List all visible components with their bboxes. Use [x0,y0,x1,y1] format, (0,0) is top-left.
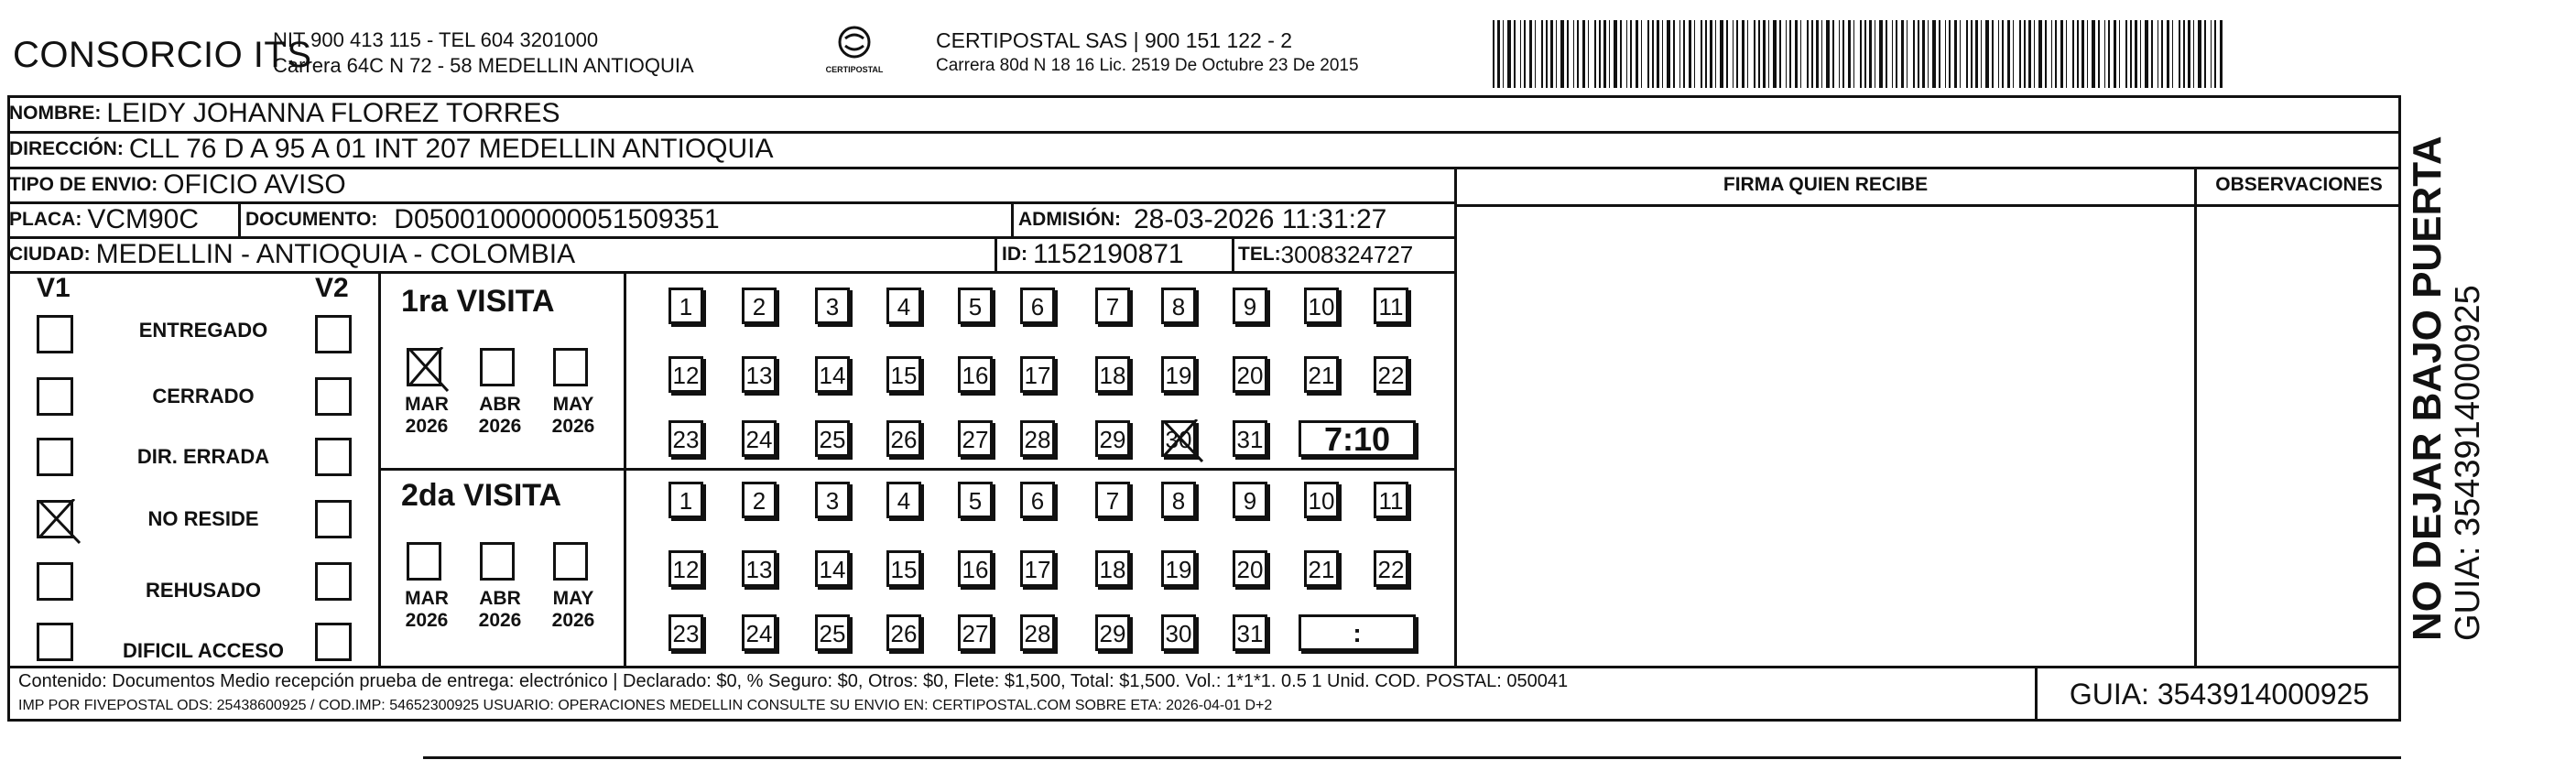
direccion-label: DIRECCIÓN: [9,138,124,159]
day-box[interactable]: 31 [1233,420,1267,457]
company-address: Carrera 64C N 72 - 58 MEDELLIN ANTIOQUIA [273,54,694,77]
day-box[interactable]: 11 [1374,482,1408,518]
day-box[interactable]: 7 [1095,288,1130,324]
nombre-value: LEIDY JOHANNA FLOREZ TORRES [106,98,560,128]
month-year: 2026 [551,610,595,631]
day-box[interactable]: 27 [958,420,993,457]
barcode-bar [1689,20,1691,88]
month-checkbox[interactable] [553,348,588,386]
barcode-bar [2034,20,2035,88]
day-box[interactable]: 9 [1233,482,1267,518]
barcode-bar [2211,20,2212,88]
barcode-bar [2028,20,2031,88]
barcode-bar [1807,20,1809,88]
day-box[interactable]: 1 [668,482,703,518]
day-box[interactable]: 19 [1161,550,1196,587]
barcode-bar [1754,20,1755,88]
status-v2-checkbox[interactable] [315,623,352,661]
placa-value: VCM90C [87,204,200,234]
barcode-bar [1630,20,1632,88]
barcode-bar [1736,20,1738,88]
carrier-name: CERTIPOSTAL SAS | 900 151 122 - 2 [936,28,1293,52]
barcode-bar [1975,20,1978,88]
day-box[interactable]: 26 [886,420,921,457]
day-box[interactable]: 13 [742,550,777,587]
barcode-bar [1839,20,1840,88]
month-checkbox[interactable] [407,542,441,581]
barcode-bar [1582,20,1585,88]
barcode-bar [1503,20,1504,88]
footer-imp: IMP POR FIVEPOSTAL ODS: 25438600925 / COD.IMP: 54652300925 USUARIO: OPERACIONES MEDELLIN CONSULTE SU ENVIO EN: CERTIPOSTAL.COM SOBRE ETA: 2026-04-01 D+2 [18,698,1273,713]
barcode-bar [1918,20,1919,88]
barcode-bar [1720,20,1723,88]
barcode-bar [1514,20,1516,88]
status-label: DIFICIL ACCESO [122,639,284,662]
barcode-bar [1614,20,1617,88]
barcode-bar [2167,20,2169,88]
barcode-bar [2019,20,2021,88]
day-box[interactable]: 7 [1095,482,1130,518]
barcode-bar [2098,20,2100,88]
day-box[interactable]: 6 [1020,482,1055,518]
day-box[interactable]: 9 [1233,288,1267,324]
day-box[interactable]: 29 [1095,614,1130,651]
nombre-row [9,96,560,131]
month-label [399,394,454,438]
barcode-bar [1567,20,1569,88]
status-v1-checkbox[interactable] [37,562,73,601]
side-text [2407,136,2487,641]
barcode-bar [1662,20,1663,88]
day-box[interactable]: 10 [1304,288,1339,324]
status-label: CERRADO [152,385,255,407]
day-box[interactable]: 30 [1161,614,1196,651]
month-checkbox[interactable] [480,348,515,386]
barcode-bar [1907,20,1908,88]
status-label: REHUSADO [146,579,261,602]
day-box[interactable]: 5 [958,288,993,324]
first-visit-title: 1ra VISITA [401,284,555,319]
barcode-bar [1913,20,1915,88]
barcode-bar [1901,20,1904,88]
barcode-bar [2104,20,2105,88]
barcode-bar [1985,20,1989,88]
month-name: ABR [479,588,521,609]
barcode-bar [1992,20,1994,88]
bottom-rule [423,756,2401,759]
company-nit: NIT 900 413 115 - TEL 604 3201000 [273,28,599,51]
barcode-bar [2045,20,2047,88]
month-label [546,588,601,632]
barcode-bar [1896,20,1897,88]
certipostal-logo-icon [836,24,873,60]
day-box[interactable]: 14 [815,356,850,393]
firma-area[interactable] [1457,207,2194,666]
day-box[interactable]: 8 [1161,288,1196,324]
barcode-bar [2024,20,2026,88]
barcode-bar [1795,20,1798,88]
status-v1-checkbox[interactable] [37,623,73,661]
barcode-bar [1626,20,1627,88]
barcode-bar [1620,20,1622,88]
month-name: MAY [552,588,594,609]
barcode-bar [1603,20,1606,88]
day-box[interactable]: 31 [1233,614,1267,651]
month-name: MAY [552,394,594,415]
status-v2-checkbox[interactable] [315,500,352,538]
barcode-bar [2135,20,2137,88]
barcode-bar [1742,20,1745,88]
barcode-bar [1715,20,1716,88]
barcode-bar [1998,20,1999,88]
barcode-bar [1800,20,1801,88]
company-info [273,27,694,79]
carrier-address: Carrera 80d N 18 16 Lic. 2519 De Octubre 23 De 2015 [936,56,1359,75]
barcode-bar [1779,20,1781,88]
day-box[interactable]: 18 [1095,550,1130,587]
barcode-bar [1609,20,1610,88]
barcode-bar [1520,20,1521,88]
barcode-bar [1667,20,1670,88]
barcode-bar [1577,20,1579,88]
id-label: ID: [1002,244,1027,265]
barcode-bar [1694,20,1695,88]
barcode-bar [2151,20,2153,88]
barcode-bar [2051,20,2052,88]
day-box[interactable]: 17 [1020,550,1055,587]
placa-label: PLACA: [9,209,82,230]
barcode-bar [1864,20,1866,88]
day-box[interactable]: 20 [1233,356,1267,393]
day-box[interactable]: 15 [886,550,921,587]
day-box[interactable]: 17 [1020,356,1055,393]
day-box[interactable]: 28 [1020,614,1055,651]
day-box[interactable]: 29 [1095,420,1130,457]
company-name: CONSORCIO ITS [13,35,312,75]
barcode-bar [2114,20,2116,88]
observaciones-area[interactable] [2197,207,2401,666]
barcode-bar [2198,20,2201,88]
ciudad-row [9,237,575,272]
barcode-bar [1773,20,1777,88]
barcode-bar [2013,20,2014,88]
barcode-bar [1954,20,1957,88]
ciudad-value: MEDELLIN - ANTIOQUIA - COLOMBIA [95,239,576,269]
barcode-bar [2007,20,2010,88]
side-warning: NO DEJAR BAJO PUERTA [2405,136,2450,641]
barcode-bar [1932,20,1936,88]
day-box[interactable]: 16 [958,550,993,587]
day-box[interactable]: 30 [1161,420,1196,457]
month-label [473,394,527,438]
barcode-bar [2172,20,2173,88]
barcode-bar [1786,20,1787,88]
time-box[interactable]: 7:10 [1299,420,1416,457]
barcode-bar [1832,20,1834,88]
barcode-bar [2002,20,2004,88]
tel-row [1238,237,1413,272]
month-checkbox[interactable] [407,348,441,386]
barcode-bar [2038,20,2042,88]
observaciones-header: OBSERVACIONES [2215,174,2383,195]
barcode-bar [1560,20,1564,88]
x-mark-icon [38,499,83,547]
month-checkbox[interactable] [553,542,588,581]
v1-label: V1 [37,273,71,303]
barcode-bar [1556,20,1557,88]
month-label [473,588,527,632]
day-box[interactable]: 13 [742,356,777,393]
barcode-bar [2183,20,2185,88]
barcode-bar [2161,20,2163,88]
barcode-bar [1860,20,1862,88]
barcode-bar [2087,20,2088,88]
barcode-bar [2077,20,2079,88]
barcode-bar [1497,20,1500,88]
barcode-bar [2193,20,2194,88]
barcode [1493,20,2223,88]
tel-value: 3008324727 [1280,240,1414,268]
barcode-bar [1594,20,1596,88]
day-box[interactable]: 23 [668,420,703,457]
barcode-bar [1879,20,1883,88]
day-box[interactable]: 1 [668,288,703,324]
month-year: 2026 [478,610,522,631]
barcode-bar [1493,20,1495,88]
barcode-bar [1535,20,1536,88]
day-box[interactable]: 28 [1020,420,1055,457]
day-box[interactable]: 25 [815,420,850,457]
barcode-bar [1701,20,1702,88]
barcode-bar [1758,20,1760,88]
placa-row [9,202,199,237]
barcode-bar [2214,20,2216,88]
v2-label: V2 [315,273,349,303]
barcode-bar [1546,20,1548,88]
day-box[interactable]: 15 [886,356,921,393]
barcode-bar [1524,20,1526,88]
barcode-bar [2055,20,2057,88]
month-label [399,588,454,632]
barcode-bar [1683,20,1685,88]
carrier-info [936,27,1359,79]
admision-label: ADMISIÓN: [1018,209,1121,230]
barcode-bar [1541,20,1543,88]
footer-contenido: Contenido: Documentos Medio recepción prueba de entrega: electrónico | Declarado: $0, % Seguro: $0, Otros: $0, Flete: $1,500, Total: $1,500. Vol.: 1*1*1. 0.5 1 Unid. COD. POSTAL: 050041 [18,671,1569,691]
barcode-bar [1848,20,1851,88]
month-year: 2026 [551,416,595,437]
barcode-bar [2179,20,2180,88]
documento-value: D05001000000051509351 [394,204,720,234]
side-guia: GUIA: 3543914000925 [2449,285,2487,641]
barcode-bar [1710,20,1712,88]
ciudad-label: CIUDAD: [9,244,91,265]
barcode-bar [1573,20,1574,88]
barcode-bar [2081,20,2084,88]
barcode-bar [1842,20,1844,88]
barcode-bar [1641,20,1642,88]
day-box[interactable]: 21 [1304,550,1339,587]
day-box[interactable]: 3 [815,482,850,518]
x-mark-icon [1162,419,1206,465]
barcode-bar [1733,20,1734,88]
x-mark-icon [408,347,451,395]
barcode-bar [1971,20,1973,88]
barcode-bar [1821,20,1822,88]
barcode-bar [2119,20,2120,88]
barcode-bar [2066,20,2067,88]
barcode-bar [1928,20,1929,88]
status-label: DIR. ERRADA [136,445,270,468]
day-box[interactable]: 24 [742,420,777,457]
barcode-bar [1507,20,1511,88]
day-box[interactable]: 4 [886,482,921,518]
day-box[interactable]: 3 [815,288,850,324]
day-box[interactable]: 26 [886,614,921,651]
status-v2-checkbox[interactable] [315,377,352,416]
day-box[interactable]: 6 [1020,288,1055,324]
admision-row [1018,202,1386,237]
barcode-bar [1966,20,1968,88]
barcode-bar [2145,20,2148,88]
footer-guia: GUIA: 3543914000925 [2069,678,2370,711]
barcode-bar [1657,20,1659,88]
barcode-bar [1789,20,1791,88]
status-label: ENTREGADO [138,319,268,342]
month-name: ABR [479,394,521,415]
barcode-bar [1705,20,1707,88]
status-v1-checkbox[interactable] [37,438,73,476]
day-box[interactable]: 18 [1095,356,1130,393]
barcode-bar [2220,20,2223,88]
status-v2-checkbox[interactable] [315,315,352,353]
barcode-bar [1550,20,1553,88]
day-box[interactable]: 24 [742,614,777,651]
status-v1-checkbox[interactable] [37,377,73,416]
status-v1-checkbox[interactable] [37,500,73,538]
barcode-bar [1599,20,1601,88]
logo-caption: CERTIPOSTAL [825,65,884,74]
day-box[interactable]: 14 [815,550,850,587]
documento-label: DOCUMENTO: [245,209,378,230]
barcode-bar [1673,20,1675,88]
barcode-bar [1763,20,1766,88]
day-box[interactable]: 19 [1161,356,1196,393]
month-year: 2026 [478,416,522,437]
month-name: MAR [405,588,449,609]
barcode-bar [2204,20,2206,88]
id-row [1002,237,1184,272]
time-box[interactable]: : [1299,614,1416,651]
day-box[interactable]: 10 [1304,482,1339,518]
barcode-bar [2130,20,2132,88]
tel-label: TEL: [1238,244,1281,265]
barcode-bar [1949,20,1951,88]
day-box[interactable]: 16 [958,356,993,393]
barcode-bar [1892,20,1893,88]
barcode-bar [1886,20,1887,88]
day-box[interactable]: 12 [668,356,703,393]
day-box[interactable]: 27 [958,614,993,651]
month-year: 2026 [405,416,449,437]
barcode-bar [1679,20,1680,88]
day-box[interactable]: 21 [1304,356,1339,393]
barcode-bar [2060,20,2063,88]
status-v2-checkbox[interactable] [315,562,352,601]
day-box[interactable]: 22 [1374,356,1408,393]
documento-row [245,202,720,237]
status-v1-checkbox[interactable] [37,315,73,353]
day-box[interactable]: 11 [1374,288,1408,324]
barcode-bar [2072,20,2074,88]
barcode-bar [1747,20,1748,88]
nombre-label: NOMBRE: [9,103,102,124]
firma-header: FIRMA QUIEN RECIBE [1723,174,1929,195]
day-box[interactable]: 2 [742,288,777,324]
day-box[interactable]: 12 [668,550,703,587]
second-visit-title: 2da VISITA [401,478,562,513]
status-label: NO RESIDE [147,507,259,530]
barcode-bar [1529,20,1532,88]
barcode-bar [2188,20,2190,88]
barcode-bar [1922,20,1925,88]
certipostal-logo [813,24,896,74]
barcode-bar [1826,20,1830,88]
barcode-bar [1869,20,1872,88]
status-v2-checkbox[interactable] [315,438,352,476]
direccion-value: CLL 76 D A 95 A 01 INT 207 MEDELLIN ANTIOQUIA [128,134,774,164]
barcode-bar [1853,20,1854,88]
barcode-bar [1726,20,1728,88]
day-box[interactable]: 23 [668,614,703,651]
barcode-bar [1768,20,1769,88]
barcode-bar [2140,20,2141,88]
day-box[interactable]: 5 [958,482,993,518]
month-label [546,394,601,438]
barcode-bar [2125,20,2127,88]
barcode-bar [1652,20,1654,88]
barcode-bar [1636,20,1638,88]
month-checkbox[interactable] [480,542,515,581]
barcode-bar [1647,20,1649,88]
tipo-value: OFICIO AVISO [163,169,346,200]
id-value: 1152190871 [1033,239,1184,269]
direccion-row [9,132,774,167]
barcode-bar [1588,20,1589,88]
barcode-bar [2108,20,2110,88]
month-name: MAR [405,394,449,415]
month-year: 2026 [405,610,449,631]
barcode-bar [2092,20,2095,88]
barcode-bar [1960,20,1961,88]
barcode-image [1493,20,2223,88]
day-box[interactable]: 2 [742,482,777,518]
barcode-bar [1939,20,1940,88]
barcode-bar [1981,20,1982,88]
day-box[interactable]: 20 [1233,550,1267,587]
barcode-bar [1811,20,1813,88]
day-box[interactable]: 4 [886,288,921,324]
admision-value: 28-03-2026 11:31:27 [1134,204,1387,234]
day-box[interactable]: 8 [1161,482,1196,518]
day-box[interactable]: 22 [1374,550,1408,587]
day-box[interactable]: 25 [815,614,850,651]
tipo-row [9,168,346,202]
barcode-bar [1945,20,1946,88]
tipo-label: TIPO DE ENVIO: [9,174,158,195]
barcode-bar [1816,20,1819,88]
